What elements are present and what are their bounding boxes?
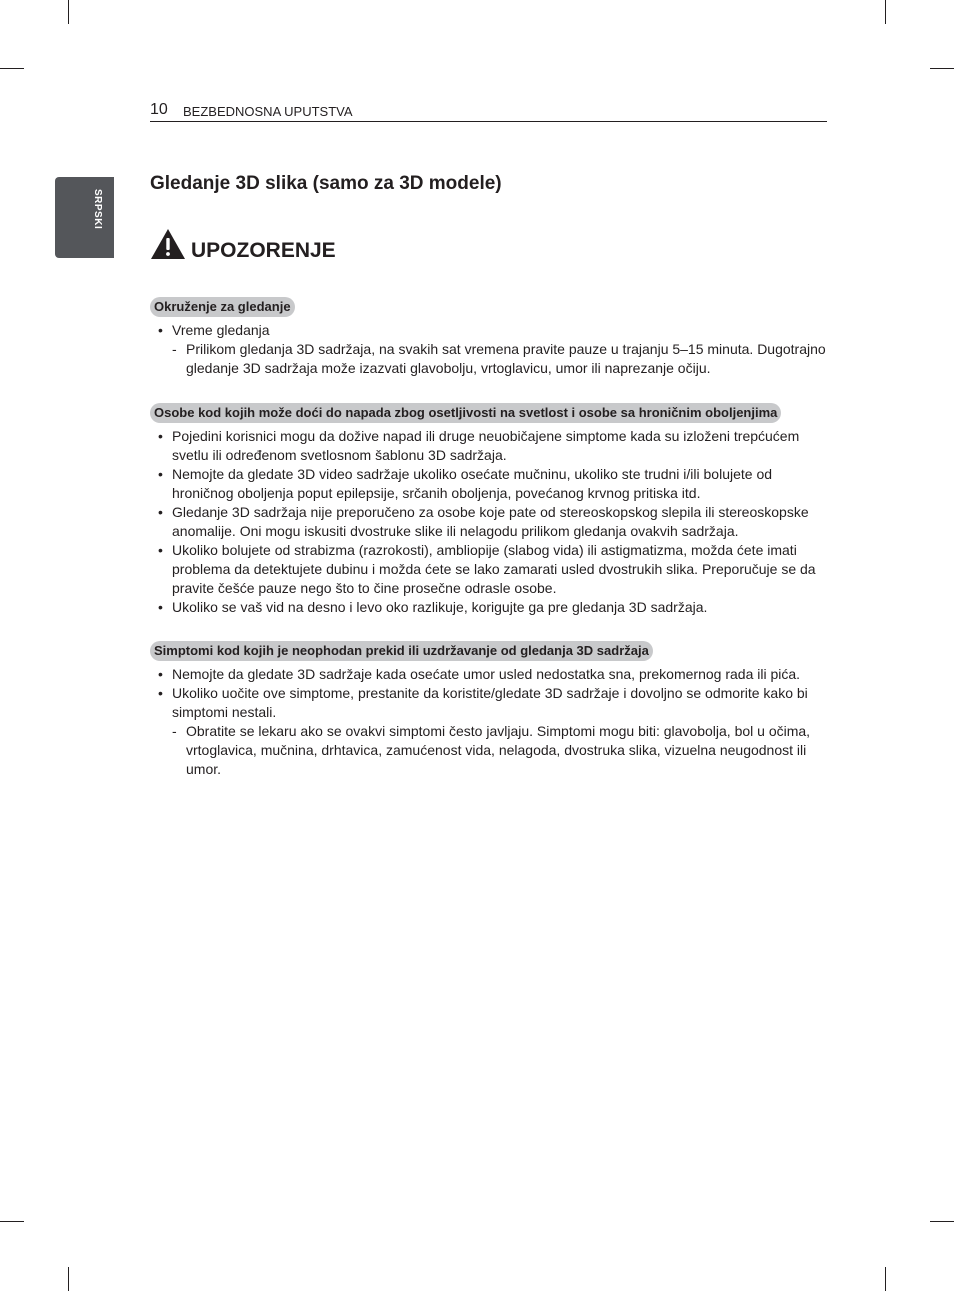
bullet-list bbox=[150, 321, 830, 378]
list-item bbox=[150, 665, 830, 684]
list-item-text: Nemojte da gledate 3D video sadržaje ukoliko osećate mučninu, ukoliko ste trudni i/ili bolujete od hroničnog oboljenja poput epilepsije, srčanih oboljenja, povećanog krvnog pritiska itd. bbox=[172, 466, 773, 501]
list-item-text: Vreme gledanja bbox=[172, 322, 270, 338]
sub-list-item bbox=[150, 722, 830, 779]
list-item-text: Ukoliko bolujete od strabizma (razrokosti), ambliopije (slabog vida) ili astigmatizma, možda ćete imati problema da detektujete dubinu i možda ćete se lako zamarati usled dvostrukih slika. Preporučuje se da pravite češće pauze nego što to čine prosečne odrasle osobe. bbox=[172, 542, 816, 596]
sub-list bbox=[150, 722, 830, 779]
bullet-icon: • bbox=[158, 666, 163, 682]
list-item-text: Ukoliko uočite ove simptome, prestanite da koristite/gledate 3D sadržaje i dovoljno se odmorite kako bi simptomi nestali. bbox=[172, 685, 808, 720]
content-block bbox=[150, 641, 830, 779]
page-number: 10 bbox=[150, 101, 168, 118]
language-tab-label: SRPSKI bbox=[92, 189, 103, 230]
list-item bbox=[150, 684, 830, 722]
crop-mark bbox=[68, 1267, 69, 1291]
warning-triangle-icon bbox=[150, 228, 186, 260]
list-item-text: Gledanje 3D sadržaja nije preporučeno za osobe koje pate od stereoskopskog slepila ili stereoskopske anomalije. Oni mogu iskusiti dvostruke slike ili nelagodu prilikom gledanja ovakvih sadržaja. bbox=[172, 504, 809, 539]
dash-icon: - bbox=[172, 341, 177, 357]
bullet-icon: • bbox=[158, 322, 163, 338]
block-heading: Osobe kod kojih može doći do napada zbog osetljivosti na svetlost i osobe sa hroničnim oboljenjima bbox=[150, 403, 781, 423]
crop-mark bbox=[0, 68, 24, 69]
bullet-icon: • bbox=[158, 599, 163, 615]
list-item bbox=[150, 427, 830, 465]
sub-list-item-text: Prilikom gledanja 3D sadržaja, na svakih sat vremena pravite pauze u trajanju 5–15 minuta. Dugotrajno gledanje 3D sadržaja može izazvati glavobolju, vrtoglavicu, umor ili naprezanje očiju. bbox=[186, 341, 826, 376]
bullet-icon: • bbox=[158, 542, 163, 558]
list-item-text: Nemojte da gledate 3D sadržaje kada osećate umor usled nedostatka sna, prekomernog rada ili pića. bbox=[172, 666, 801, 682]
list-item bbox=[150, 321, 830, 340]
sub-list bbox=[150, 340, 830, 378]
bullet-icon: • bbox=[158, 504, 163, 520]
list-item bbox=[150, 503, 830, 541]
crop-mark bbox=[930, 1221, 954, 1222]
crop-mark bbox=[0, 1221, 24, 1222]
sub-list-item bbox=[150, 340, 830, 378]
content-block bbox=[150, 403, 830, 617]
warning-label: UPOZORENJE bbox=[191, 239, 336, 262]
bullet-list bbox=[150, 427, 830, 617]
list-item-text: Pojedini korisnici mogu da dožive napad ili druge neuobičajene simptome kada su izloženi trepćućem svetlu ili određenom svetlosnom šablonu 3D sadržaja. bbox=[172, 428, 800, 463]
list-item bbox=[150, 541, 830, 598]
block-heading: Okruženje za gledanje bbox=[150, 297, 295, 317]
dash-icon: - bbox=[172, 723, 177, 739]
bullet-list bbox=[150, 665, 830, 779]
page-header bbox=[150, 101, 827, 122]
bullet-icon: • bbox=[158, 428, 163, 444]
crop-mark bbox=[885, 0, 886, 24]
list-item-text: Ukoliko se vaš vid na desno i levo oko razlikuje, korigujte ga pre gledanja 3D sadržaja. bbox=[172, 599, 708, 615]
crop-mark bbox=[68, 0, 69, 24]
sub-list-item-text: Obratite se lekaru ako se ovakvi simptomi često javljaju. Simptomi mogu biti: glavobolja, bol u očima, vrtoglavica, mučnina, drhtavica, zamućenost vida, nelagoda, dvostruka slika, vizuelna neugodnost ili umor. bbox=[186, 723, 811, 777]
list-item bbox=[150, 465, 830, 503]
list-item bbox=[150, 598, 830, 617]
language-tab bbox=[55, 177, 114, 258]
bullet-icon: • bbox=[158, 466, 163, 482]
running-title: BEZBEDNOSNA UPUTSTVA bbox=[183, 104, 353, 119]
content-block bbox=[150, 297, 830, 378]
section-title: Gledanje 3D slika (samo za 3D modele) bbox=[150, 173, 502, 194]
crop-mark bbox=[885, 1267, 886, 1291]
block-heading: Simptomi kod kojih je neophodan prekid ili uzdržavanje od gledanja 3D sadržaja bbox=[150, 641, 653, 661]
bullet-icon: • bbox=[158, 685, 163, 701]
crop-mark bbox=[930, 68, 954, 69]
